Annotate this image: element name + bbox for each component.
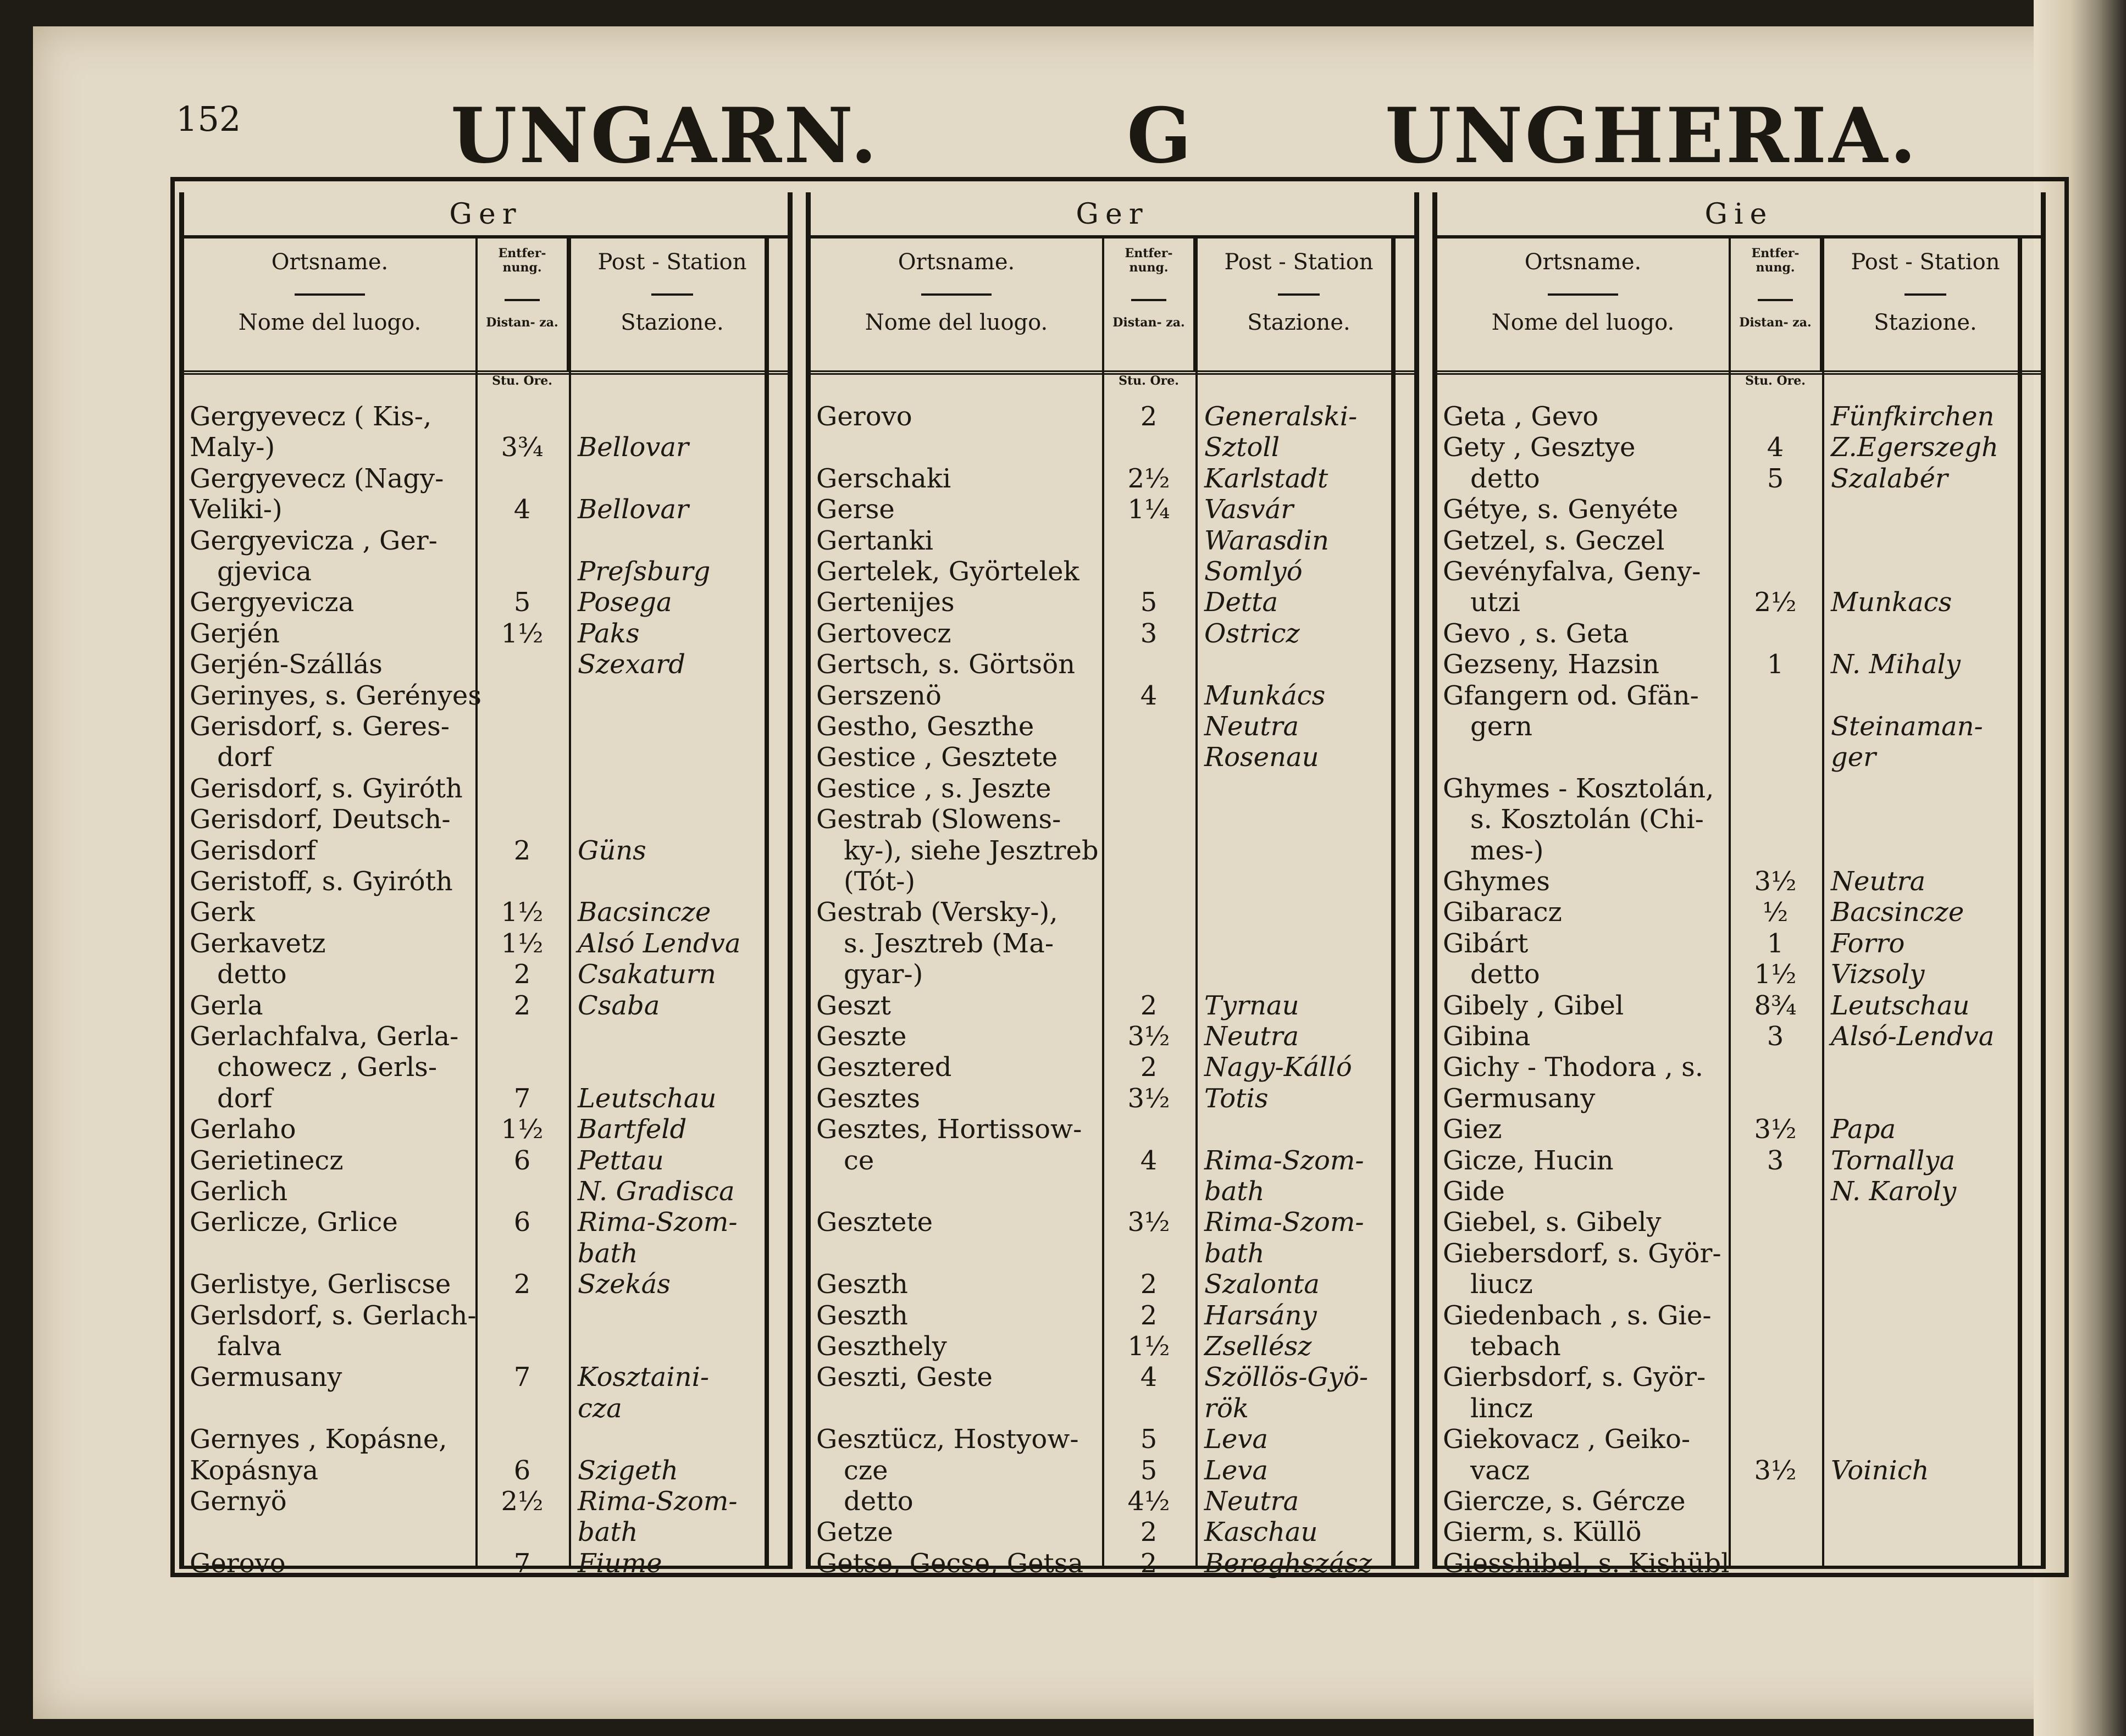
distance-header-it: Distan- za. bbox=[1739, 315, 1812, 330]
post-station: Totis bbox=[1204, 1083, 1269, 1114]
post-station: bath bbox=[1204, 1176, 1265, 1207]
table-column bbox=[806, 192, 1419, 1579]
place-name: Gesztes bbox=[816, 1083, 920, 1114]
place-name: Gerisdorf, s. Gyiróth bbox=[190, 773, 463, 804]
place-name: utzi bbox=[1470, 587, 1520, 618]
column-rule bbox=[1391, 239, 1396, 1569]
place-name: dorf bbox=[217, 742, 273, 773]
place-name: Gerjén bbox=[190, 618, 280, 649]
place-name: Gertenijes bbox=[816, 587, 955, 618]
place-name: Getzel, s. Geczel bbox=[1443, 525, 1665, 556]
column-letter-header: Gie bbox=[1437, 192, 2041, 239]
post-station: Alsó Lendva bbox=[578, 928, 741, 959]
post-station: Kaschau bbox=[1204, 1517, 1318, 1548]
header-rule bbox=[921, 293, 991, 296]
post-station: Munkacs bbox=[1831, 587, 1952, 618]
post-header-it: Stazione. bbox=[1247, 310, 1350, 335]
column-letter-header: Ger bbox=[811, 192, 1414, 239]
table-frame bbox=[170, 177, 2069, 1577]
place-name: Gesztes, Hortissow- bbox=[816, 1114, 1082, 1145]
place-name: detto bbox=[1470, 959, 1540, 990]
post-station: Papa bbox=[1831, 1114, 1896, 1145]
distance-value: 6 bbox=[513, 1455, 531, 1486]
distance-value: 6 bbox=[513, 1207, 531, 1238]
distance-value: 1½ bbox=[1754, 959, 1797, 990]
distance-value: 3½ bbox=[1127, 1207, 1170, 1238]
post-station: Neutra bbox=[1831, 866, 1926, 897]
distance-value: 7 bbox=[513, 1083, 531, 1114]
distance-value: ½ bbox=[1762, 897, 1789, 928]
distance-value: 3½ bbox=[1127, 1083, 1170, 1114]
place-name: gern bbox=[1470, 711, 1532, 742]
post-station: rök bbox=[1204, 1393, 1249, 1424]
post-station: Bellovar bbox=[578, 432, 689, 463]
post-station: Warasdin bbox=[1204, 525, 1329, 556]
post-station: N. Mihaly bbox=[1831, 649, 1961, 680]
post-header-de: Post - Station bbox=[1224, 249, 1374, 275]
distance-value: 4 bbox=[1767, 432, 1784, 463]
place-name: Geszth bbox=[816, 1300, 908, 1331]
distance-value: 1 bbox=[1767, 649, 1784, 680]
post-station: Ostricz bbox=[1204, 618, 1300, 649]
place-name: Ghymes bbox=[1443, 866, 1550, 897]
distance-value: 8¾ bbox=[1754, 990, 1797, 1021]
unit-label: Stu. Ore. bbox=[1745, 374, 1806, 388]
post-station: Paks bbox=[578, 618, 640, 649]
distance-value: 1 bbox=[1767, 928, 1784, 959]
place-name: Germusany bbox=[1443, 1083, 1596, 1114]
post-station: Tyrnau bbox=[1204, 990, 1299, 1021]
distance-value: 2 bbox=[513, 959, 531, 990]
place-name: Gerlachfalva, Gerla- bbox=[190, 1021, 459, 1052]
place-name: Gestice , Gesztete bbox=[816, 742, 1058, 773]
place-name: Gerlich bbox=[190, 1176, 288, 1207]
place-name: Gerisdorf, Deutsch- bbox=[190, 804, 451, 835]
post-header bbox=[1822, 239, 2029, 370]
post-header-it: Stazione. bbox=[1874, 310, 1977, 335]
column-rule bbox=[2018, 239, 2022, 1569]
place-name: Gevényfalva, Geny- bbox=[1443, 556, 1701, 587]
place-name: s. Kosztolán (Chi- bbox=[1470, 804, 1704, 835]
distance-header bbox=[1102, 239, 1195, 370]
place-name: Gierbsdorf, s. Györ- bbox=[1443, 1362, 1706, 1393]
place-name: Gety , Gesztye bbox=[1443, 432, 1636, 463]
post-station: Neutra bbox=[1204, 711, 1299, 742]
distance-value: 3½ bbox=[1127, 1021, 1170, 1052]
place-name: Gevo , s. Geta bbox=[1443, 618, 1629, 649]
unit-label: Stu. Ore. bbox=[1119, 374, 1179, 388]
distance-value: 5 bbox=[1140, 587, 1158, 618]
place-name: Gesztete bbox=[816, 1207, 933, 1238]
place-name: Gezseny, Hazsin bbox=[1443, 649, 1659, 680]
post-station: Harsány bbox=[1204, 1300, 1317, 1331]
place-name: liucz bbox=[1470, 1269, 1533, 1300]
header-left-title: UNGARN. bbox=[451, 91, 879, 180]
post-station: Rima-Szom- bbox=[1204, 1207, 1364, 1238]
post-station: Munkács bbox=[1204, 680, 1326, 711]
post-station: Rima-Szom- bbox=[578, 1207, 738, 1238]
post-station: Somlyó bbox=[1204, 556, 1303, 587]
header-rule bbox=[651, 293, 693, 296]
place-name: Maly-) bbox=[190, 432, 275, 463]
place-name: Gergyevecz ( Kis-, bbox=[190, 401, 432, 432]
place-name: Gesztücz, Hostyow- bbox=[816, 1424, 1079, 1455]
place-name: Gicze, Hucin bbox=[1443, 1145, 1614, 1176]
place-name: Gestice , s. Jeszte bbox=[816, 773, 1051, 804]
distance-header bbox=[1729, 239, 1822, 370]
place-name: Gertsch, s. Görtsön bbox=[816, 649, 1075, 680]
place-name: Gestrab (Versky-), bbox=[816, 897, 1058, 928]
name-header-it: Nome del luogo. bbox=[238, 310, 422, 335]
place-name: Gerkavetz bbox=[190, 928, 326, 959]
distance-value: 2 bbox=[1140, 1269, 1158, 1300]
place-name: Gide bbox=[1443, 1176, 1505, 1207]
distance-value: 2 bbox=[1140, 1517, 1158, 1548]
distance-value: 3½ bbox=[1754, 1114, 1797, 1145]
place-name: Gerlaho bbox=[190, 1114, 296, 1145]
post-station: Leutschau bbox=[578, 1083, 717, 1114]
post-station: Leva bbox=[1204, 1424, 1269, 1455]
place-name: Gierm, s. Küllö bbox=[1443, 1517, 1642, 1548]
place-name: Gichy - Thodora , s. bbox=[1443, 1052, 1704, 1083]
post-station: Bereghszász bbox=[1204, 1548, 1372, 1579]
distance-value: 1½ bbox=[501, 928, 544, 959]
place-name: Gerisdorf bbox=[190, 835, 317, 866]
place-name: Getze bbox=[816, 1517, 893, 1548]
distance-value: 3 bbox=[1767, 1145, 1784, 1176]
header-rule bbox=[1904, 293, 1946, 296]
place-name: cze bbox=[844, 1455, 888, 1486]
distance-value: 2 bbox=[1140, 1300, 1158, 1331]
distance-value: 3½ bbox=[1754, 866, 1797, 897]
header-right-title: UNGHERIA. bbox=[1385, 91, 1919, 180]
distance-value: 1½ bbox=[1127, 1331, 1170, 1362]
place-name: Geszte bbox=[816, 1021, 907, 1052]
post-station: Forro bbox=[1831, 928, 1905, 959]
place-name: Giercze, s. Gércze bbox=[1443, 1486, 1686, 1517]
post-header-de: Post - Station bbox=[1851, 249, 2000, 275]
place-name: Gerlicze, Grlice bbox=[190, 1207, 398, 1238]
header-rule bbox=[295, 293, 364, 296]
place-name: Gestrab (Slowens- bbox=[816, 804, 1061, 835]
place-name: Gernyö bbox=[190, 1486, 287, 1517]
post-station: Detta bbox=[1204, 587, 1278, 618]
table-column bbox=[179, 192, 793, 1579]
place-name: Gibina bbox=[1443, 1021, 1531, 1052]
distance-value: 3¾ bbox=[501, 432, 544, 463]
distance-header-de: Entfer- nung. bbox=[1125, 246, 1173, 275]
post-station: Zsellész bbox=[1204, 1331, 1312, 1362]
place-name: ce bbox=[844, 1145, 874, 1176]
header-rule bbox=[1278, 293, 1319, 296]
post-station: Posega bbox=[578, 587, 672, 618]
name-header bbox=[184, 239, 475, 370]
place-name: Gibárt bbox=[1443, 928, 1529, 959]
place-name: dorf bbox=[217, 1083, 273, 1114]
distance-value: 2 bbox=[513, 1269, 531, 1300]
place-name: Gestho, Geszthe bbox=[816, 711, 1034, 742]
post-station: bath bbox=[578, 1238, 638, 1269]
column-subheader bbox=[184, 239, 788, 375]
place-name: Gerk bbox=[190, 897, 255, 928]
post-station: cza bbox=[578, 1393, 622, 1424]
place-name: Geszthely bbox=[816, 1331, 947, 1362]
place-name: Veliki-) bbox=[190, 494, 283, 525]
place-name: detto bbox=[217, 959, 287, 990]
name-header-de: Ortsname. bbox=[898, 249, 1015, 275]
name-header bbox=[1437, 239, 1729, 370]
post-station: Csakaturn bbox=[578, 959, 716, 990]
post-station: Güns bbox=[578, 835, 646, 866]
post-station: Szigeth bbox=[578, 1455, 678, 1486]
place-name: Gerjén-Szállás bbox=[190, 649, 383, 680]
post-station: Fiume bbox=[578, 1548, 662, 1579]
post-station: Tornallya bbox=[1831, 1145, 1956, 1176]
place-name: Germusany bbox=[190, 1362, 342, 1393]
post-station: Vizsoly bbox=[1831, 959, 1925, 990]
post-station: Fünfkirchen bbox=[1831, 401, 1995, 432]
distance-value: 5 bbox=[1767, 463, 1784, 494]
post-header-it: Stazione. bbox=[621, 310, 724, 335]
place-name: Kopásnya bbox=[190, 1455, 319, 1486]
place-name: Ghymes - Kosztolán, bbox=[1443, 773, 1714, 804]
place-name: (Tót-) bbox=[844, 866, 916, 897]
name-header-it: Nome del luogo. bbox=[865, 310, 1048, 335]
place-name: Gesztered bbox=[816, 1052, 952, 1083]
post-station: Leva bbox=[1204, 1455, 1269, 1486]
column-subheader bbox=[1437, 239, 2041, 375]
place-name: Gergyevecz (Nagy- bbox=[190, 463, 444, 494]
place-name: Giedenbach , s. Gie- bbox=[1443, 1300, 1712, 1331]
post-station: Leutschau bbox=[1831, 990, 1970, 1021]
post-station: Steinaman- bbox=[1831, 711, 1983, 742]
distance-value: 4½ bbox=[1127, 1486, 1170, 1517]
distance-value: 2½ bbox=[1127, 463, 1170, 494]
header-rule bbox=[505, 299, 540, 301]
place-name: Giebel, s. Gibely bbox=[1443, 1207, 1662, 1238]
column-rule bbox=[765, 239, 769, 1569]
place-name: Geta , Gevo bbox=[1443, 401, 1599, 432]
post-station: Pettau bbox=[578, 1145, 664, 1176]
post-station: Szöllös-Gyö- bbox=[1204, 1362, 1369, 1393]
table-column bbox=[1432, 192, 2046, 1579]
post-station: Neutra bbox=[1204, 1021, 1299, 1052]
place-name: Gertanki bbox=[816, 525, 933, 556]
distance-value: 3½ bbox=[1754, 1455, 1797, 1486]
post-header bbox=[569, 239, 776, 370]
post-station: Generalski- bbox=[1204, 401, 1358, 432]
unit-label: Stu. Ore. bbox=[492, 374, 552, 388]
place-name: Gerovo bbox=[816, 401, 912, 432]
header-rule bbox=[1131, 299, 1167, 301]
place-name: Gergyevicza , Ger- bbox=[190, 525, 438, 556]
distance-value: 2 bbox=[1140, 1548, 1158, 1579]
name-header-it: Nome del luogo. bbox=[1491, 310, 1675, 335]
distance-value: 2 bbox=[1140, 1052, 1158, 1083]
place-name: vacz bbox=[1470, 1455, 1530, 1486]
post-station: Szexard bbox=[578, 649, 685, 680]
place-name: Gerlistye, Gerliscse bbox=[190, 1269, 451, 1300]
place-name: Gerszenö bbox=[816, 680, 942, 711]
place-name: Geristoff, s. Gyiróth bbox=[190, 866, 453, 897]
place-name: Giesshibel, s. Kishübl bbox=[1443, 1548, 1730, 1579]
distance-value: 1½ bbox=[501, 897, 544, 928]
distance-header-de: Entfer- nung. bbox=[498, 246, 546, 275]
place-name: gyar-) bbox=[844, 959, 923, 990]
page-number: 152 bbox=[176, 99, 241, 139]
post-header bbox=[1195, 239, 1402, 370]
place-name: Gerovo bbox=[190, 1548, 286, 1579]
name-header bbox=[811, 239, 1102, 370]
distance-value: 7 bbox=[513, 1362, 531, 1393]
place-name: Gerisdorf, s. Geres- bbox=[190, 711, 450, 742]
post-station: Bacsincze bbox=[578, 897, 711, 928]
distance-value: 6 bbox=[513, 1145, 531, 1176]
place-name: ky-), siehe Jesztreb bbox=[844, 835, 1099, 866]
distance-header-it: Distan- za. bbox=[486, 315, 558, 330]
post-station: ger bbox=[1831, 742, 1876, 773]
place-name: s. Jesztreb (Ma- bbox=[844, 928, 1054, 959]
place-name: tebach bbox=[1470, 1331, 1561, 1362]
place-name: Gerla bbox=[190, 990, 263, 1021]
distance-value: 1¼ bbox=[1127, 494, 1170, 525]
post-station: Rosenau bbox=[1204, 742, 1319, 773]
distance-value: 3 bbox=[1767, 1021, 1784, 1052]
distance-value: 5 bbox=[1140, 1455, 1158, 1486]
post-station: Voinich bbox=[1831, 1455, 1929, 1486]
name-header-de: Ortsname. bbox=[271, 249, 389, 275]
place-name: detto bbox=[844, 1486, 913, 1517]
place-name: Gerse bbox=[816, 494, 895, 525]
distance-value: 1½ bbox=[501, 618, 544, 649]
post-station: Csaba bbox=[578, 990, 660, 1021]
place-name: Gerietinecz bbox=[190, 1145, 344, 1176]
column-letter-header: Ger bbox=[184, 192, 788, 239]
place-name: falva bbox=[217, 1331, 282, 1362]
post-station: N. Karoly bbox=[1831, 1176, 1957, 1207]
distance-value: 4 bbox=[1140, 1145, 1158, 1176]
distance-value: 2 bbox=[513, 835, 531, 866]
distance-value: 3 bbox=[1140, 618, 1158, 649]
distance-value: 2 bbox=[1140, 401, 1158, 432]
distance-value: 2½ bbox=[501, 1486, 544, 1517]
place-name: Gerinyes, s. Gerényes bbox=[190, 680, 481, 711]
post-station: bath bbox=[578, 1517, 638, 1548]
post-station: Rima-Szom- bbox=[1204, 1145, 1364, 1176]
distance-value: 4 bbox=[1140, 1362, 1158, 1393]
place-name: Giekovacz , Geiko- bbox=[1443, 1424, 1691, 1455]
place-name: Giez bbox=[1443, 1114, 1502, 1145]
place-name: Gerlsdorf, s. Gerlach- bbox=[190, 1300, 477, 1331]
post-station: Nagy-Kálló bbox=[1204, 1052, 1352, 1083]
distance-value: 2 bbox=[1140, 990, 1158, 1021]
column-rule bbox=[569, 239, 571, 1569]
place-name: Gergyevicza bbox=[190, 587, 355, 618]
post-station: Alsó-Lendva bbox=[1831, 1021, 1995, 1052]
place-name: Gernyes , Kopásne, bbox=[190, 1424, 447, 1455]
post-station: Kosztaini- bbox=[578, 1362, 710, 1393]
distance-value: 7 bbox=[513, 1548, 531, 1579]
place-name: gjevica bbox=[217, 556, 312, 587]
place-name: Getse, Gecse, Getsa bbox=[816, 1548, 1084, 1579]
place-name: lincz bbox=[1470, 1393, 1533, 1424]
place-name: detto bbox=[1470, 463, 1540, 494]
place-name: Giebersdorf, s. Györ- bbox=[1443, 1238, 1721, 1269]
place-name: Gerschaki bbox=[816, 463, 951, 494]
place-name: Gibaracz bbox=[1443, 897, 1562, 928]
distance-value: 2½ bbox=[1754, 587, 1797, 618]
post-station: Bellovar bbox=[578, 494, 689, 525]
post-station: N. Gradisca bbox=[578, 1176, 735, 1207]
place-name: mes-) bbox=[1470, 835, 1544, 866]
distance-value: 1½ bbox=[501, 1114, 544, 1145]
distance-value: 2 bbox=[513, 990, 531, 1021]
place-name: Gétye, s. Genyéte bbox=[1443, 494, 1679, 525]
distance-header-it: Distan- za. bbox=[1112, 315, 1185, 330]
post-station: Bacsincze bbox=[1831, 897, 1964, 928]
header-letter: G bbox=[1127, 91, 1194, 180]
place-name: Geszt bbox=[816, 990, 891, 1021]
distance-value: 5 bbox=[1140, 1424, 1158, 1455]
distance-header-de: Entfer- nung. bbox=[1751, 246, 1800, 275]
place-name: Geszth bbox=[816, 1269, 908, 1300]
post-station: Z.Egerszegh bbox=[1831, 432, 1998, 463]
place-name: chowecz , Gerls- bbox=[217, 1052, 438, 1083]
name-header-de: Ortsname. bbox=[1524, 249, 1642, 275]
column-subheader bbox=[811, 239, 1414, 375]
place-name: Gfangern od. Gfän- bbox=[1443, 680, 1699, 711]
post-station: Rima-Szom- bbox=[578, 1486, 738, 1517]
post-station: bath bbox=[1204, 1238, 1265, 1269]
post-station: Vasvár bbox=[1204, 494, 1294, 525]
post-station: Szalonta bbox=[1204, 1269, 1320, 1300]
header-rule bbox=[1758, 299, 1793, 301]
post-station: Karlstadt bbox=[1204, 463, 1328, 494]
distance-value: 4 bbox=[513, 494, 531, 525]
distance-value: 5 bbox=[513, 587, 531, 618]
post-station: Neutra bbox=[1204, 1486, 1299, 1517]
distance-value: 4 bbox=[1140, 680, 1158, 711]
place-name: Geszti, Geste bbox=[816, 1362, 993, 1393]
column-rule bbox=[1822, 239, 1824, 1569]
post-station: Sztoll bbox=[1204, 432, 1280, 463]
post-station: Preſsburg bbox=[578, 556, 711, 587]
post-header-de: Post - Station bbox=[597, 249, 747, 275]
place-name: Gertelek, Györtelek bbox=[816, 556, 1079, 587]
column-rule bbox=[1195, 239, 1198, 1569]
place-name: Gibely , Gibel bbox=[1443, 990, 1624, 1021]
place-name: Gertovecz bbox=[816, 618, 951, 649]
post-station: Szalabér bbox=[1831, 463, 1948, 494]
header-rule bbox=[1548, 293, 1618, 296]
post-station: Bartfeld bbox=[578, 1114, 687, 1145]
distance-header bbox=[475, 239, 569, 370]
post-station: Szekás bbox=[578, 1269, 671, 1300]
